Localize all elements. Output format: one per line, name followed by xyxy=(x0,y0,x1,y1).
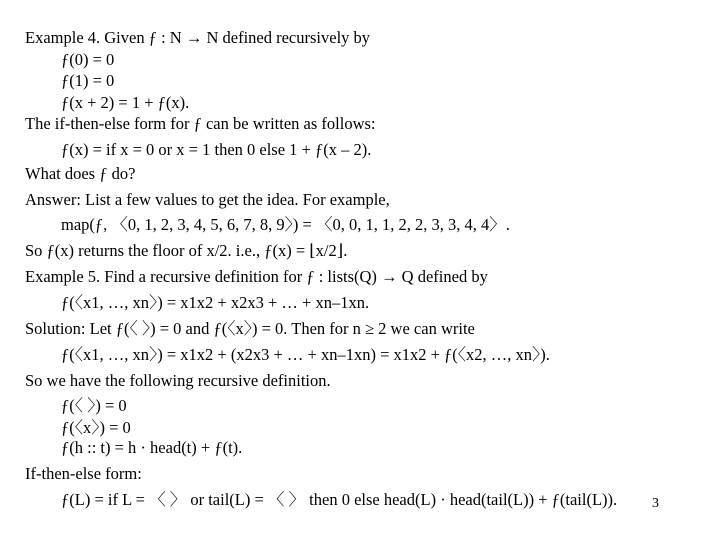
cons-case: ƒ(h :: t) = h · head(t) + ƒ(t). xyxy=(61,438,243,457)
answer-line: Answer: List a few values to get the idea. For example, xyxy=(25,190,390,209)
solution-line: Solution: Let ƒ(〈 〉) = 0 and ƒ(〈x〉) = 0. Then for n ≥ 2 we can write xyxy=(25,319,475,338)
empty-list-case: ƒ(〈 〉) = 0 xyxy=(61,396,127,415)
if-then-else-form-label: If-then-else form: xyxy=(25,464,142,483)
if-then-else-list-formula: ƒ(L) = if L = 〈 〉 or tail(L) = 〈 〉 then 0 else head(L) · head(tail(L)) + ƒ(tail(L)). xyxy=(61,490,618,509)
base-case-0: ƒ(0) = 0 xyxy=(61,50,115,69)
example-4-heading: Example 4. Given ƒ : N → N defined recursively by xyxy=(25,28,371,47)
if-then-else-formula: ƒ(x) = if x = 0 or x = 1 then 0 else 1 + ƒ(x – 2). xyxy=(61,140,372,159)
slide-number: 3 xyxy=(652,496,659,511)
map-example-line: map(ƒ, 〈0, 1, 2, 3, 4, 5, 6, 7, 8, 9〉) = 〈0, 0, 1, 1, 2, 2, 3, 3, 4, 4〉. xyxy=(61,215,510,234)
sum-definition-line: ƒ(〈x1, …, xn〉) = x1x2 + x2x3 + … + xn–1xn. xyxy=(61,293,370,312)
recursive-case: ƒ(x + 2) = 1 + ƒ(x). xyxy=(61,93,190,112)
singleton-case: ƒ(〈x〉) = 0 xyxy=(61,418,131,437)
if-then-else-intro: The if-then-else form for ƒ can be written as follows: xyxy=(25,114,376,133)
question-line: What does ƒ do? xyxy=(25,164,136,183)
recursive-definition-intro: So we have the following recursive definition. xyxy=(25,371,331,390)
example-5-heading: Example 5. Find a recursive definition for ƒ : lists(Q) → Q defined by xyxy=(25,267,488,286)
expansion-line: ƒ(〈x1, …, xn〉) = x1x2 + (x2x3 + … + xn–1xn) = x1x2 + ƒ(〈x2, …, xn〉). xyxy=(61,345,550,364)
base-case-1: ƒ(1) = 0 xyxy=(61,71,115,90)
floor-conclusion-line: So ƒ(x) returns the floor of x/2. i.e., ƒ(x) = ⌊x/2⌋. xyxy=(25,241,348,260)
